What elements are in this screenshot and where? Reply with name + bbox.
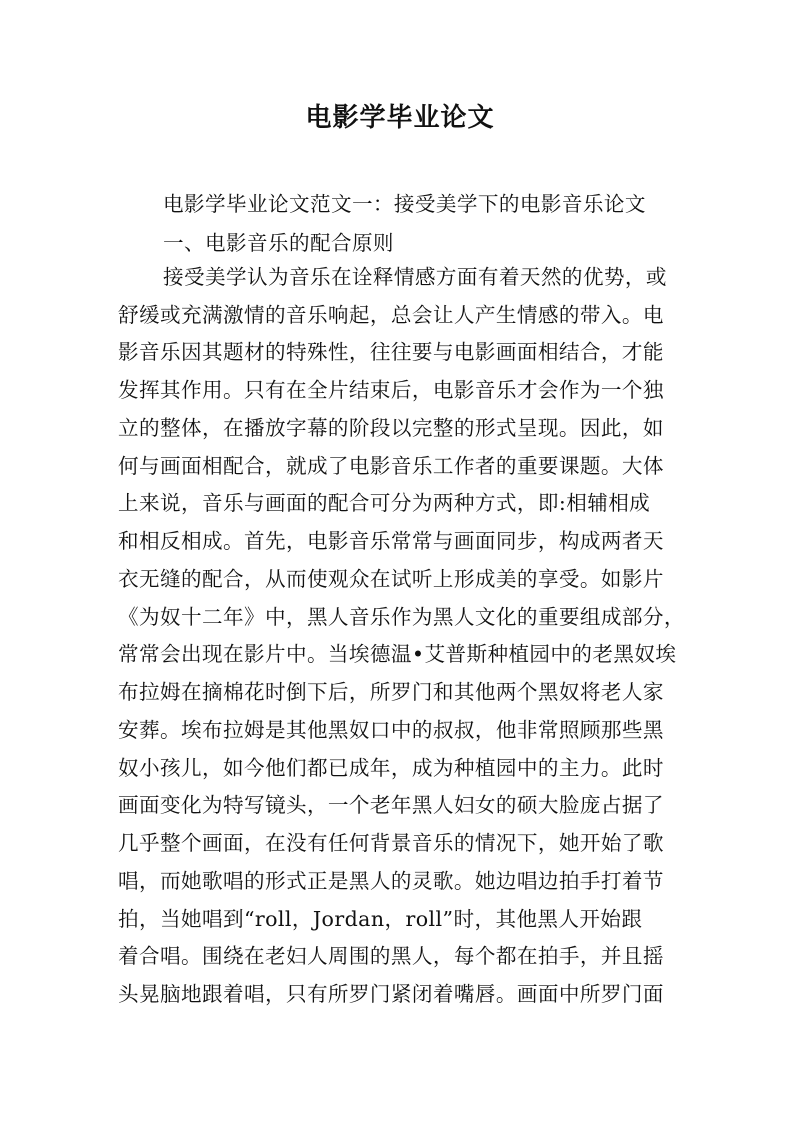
paragraph-line: 布拉姆在摘棉花时倒下后，所罗门和其他两个黑奴将老人家 [118, 680, 664, 704]
paragraph-line: 上来说，音乐与画面的配合可分为两种方式，即:相辅相成 [118, 491, 651, 515]
paragraph-line: 拍，当她唱到“roll，Jordan，roll”时，其他黑人开始跟 [118, 907, 643, 931]
page-title: 电影学毕业论文 [305, 103, 495, 133]
paragraph-line: 几乎整个画面，在没有任何背景音乐的情况下，她开始了歌 [118, 831, 664, 855]
paragraph-line: 着合唱。围绕在老妇人周围的黑人，每个都在拍手，并且摇 [118, 944, 664, 968]
paragraph-line: 接受美学认为音乐在诠释情感方面有着天然的优势，或 [163, 265, 667, 289]
paragraph-line: 影音乐因其题材的特殊性，往往要与电影画面相结合，才能 [118, 340, 664, 364]
section-heading: 一、电影音乐的配合原则 [163, 231, 394, 255]
paragraph-line: 发挥其作用。只有在全片结束后，电影音乐才会作为一个独 [118, 378, 664, 402]
paragraph-line: 常常会出现在影片中。当埃德温•艾普斯种植园中的老黑奴埃 [118, 642, 677, 666]
paragraph-line: 奴小孩儿，如今他们都已成年，成为种植园中的主力。此时 [118, 756, 664, 780]
paragraph-line: 立的整体，在播放字幕的阶段以完整的形式呈现。因此，如 [118, 416, 664, 440]
subtitle: 电影学毕业论文范文一：接受美学下的电影音乐论文 [163, 192, 646, 216]
paragraph-line: 头晃脑地跟着唱，只有所罗门紧闭着嘴唇。画面中所罗门面 [118, 982, 664, 1006]
paragraph-line: 衣无缝的配合，从而使观众在试听上形成美的享受。如影片 [118, 567, 664, 591]
paragraph-line: 安葬。埃布拉姆是其他黑奴口中的叔叔，他非常照顾那些黑 [118, 718, 664, 742]
paragraph-line: 《为奴十二年》中，黑人音乐作为黑人文化的重要组成部分， [118, 605, 685, 629]
paragraph-line: 唱，而她歌唱的形式正是黑人的灵歌。她边唱边拍手打着节 [118, 869, 664, 893]
paragraph-line: 何与画面相配合，就成了电影音乐工作者的重要课题。大体 [118, 454, 664, 478]
paragraph-line: 和相反相成。首先，电影音乐常常与画面同步，构成两者天 [118, 529, 664, 553]
paragraph-line: 画面变化为特写镜头，一个老年黑人妇女的硕大脸庞占据了 [118, 793, 664, 817]
paragraph-line: 舒缓或充满激情的音乐响起，总会让人产生情感的带入。电 [118, 303, 664, 327]
